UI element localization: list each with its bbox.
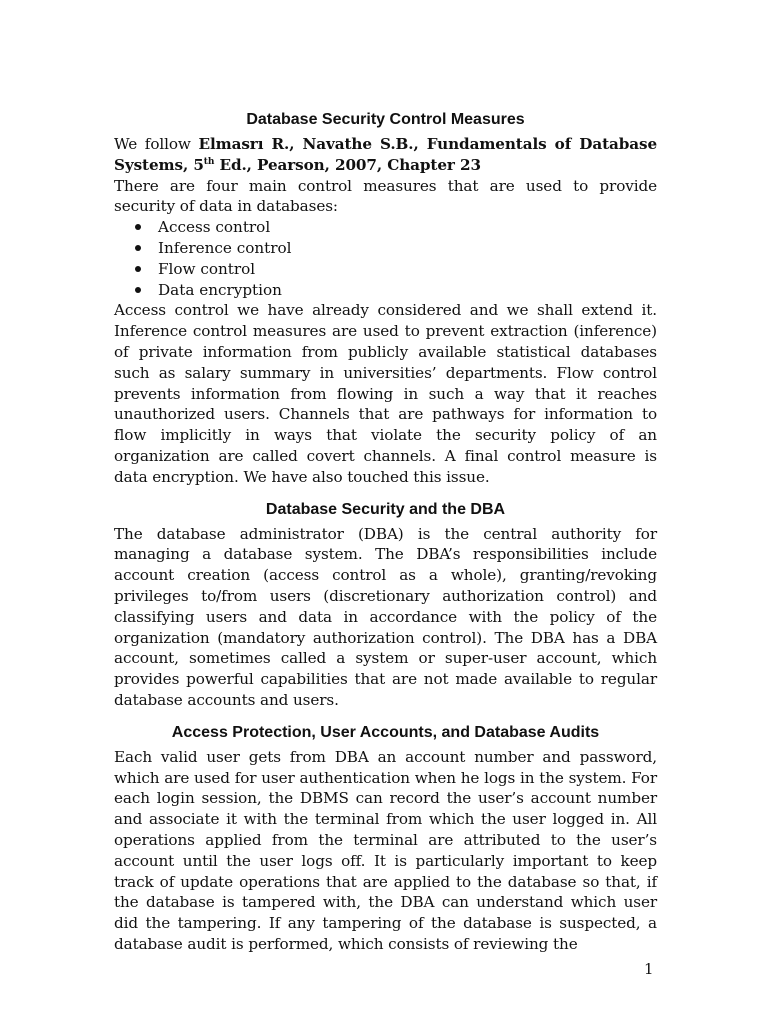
section-title-access-protection: Access Protection, User Accounts, and Database Audits [171, 723, 600, 741]
section-title-control-measures: Database Security Control Measures [246, 111, 525, 128]
control-measures-body: Access control we have already considered and we shall extend it. Inference control measures are used to prevent extraction (inference) of private information from publicly available statistical databases such as salary summary in universities’ departments. Flow control prevents information from flowing in such a way that it reaches unauthorized users. Channels that are pathways for information to flow implicitly in ways that violate the security policy of an organization are called covert channels. A final control measure is data encryption. We have also touched this issue. [114, 301, 657, 486]
bullet-icon [135, 224, 141, 230]
list-item [132, 217, 657, 238]
page-number: 1 [644, 960, 654, 978]
dba-body: The database administrator (DBA) is the central authority for managing a database system. The DBA’s responsibilities include account creation (access control as a whole), granting/revoking privileges to/from users (discretionary authorization control) and classifying users and data in accordance with the policy of the organization (mandatory authorization control). The DBA has a DBA account, sometimes called a system or super-user account, which provides powerful capabilities that are not made available to regular database accounts and users. [114, 524, 657, 709]
bullet-icon [135, 287, 141, 293]
access-protection-body: Each valid user gets from DBA an account number and password, which are used for user authentication when he logs in the system. For each login session, the DBMS can record the user’s account number and associate it with the terminal from which the user logged in. All operations applied from the terminal are attributed to the user’s account until the user logs off. It is particularly important to keep track of update operations that are applied to the database so that, if the database is tampered with, the DBA can understand which user did the tampering. If any tampering of the database is suspected, a database audit is performed, which consists of reviewing the [114, 747, 657, 953]
reference-paragraph [114, 134, 657, 176]
control-measures-list [114, 217, 657, 300]
reference-citation-a: Elmasrı R., Navathe S.B., Fundamentals of Database Systems, 5 [114, 135, 658, 174]
bullet-icon [135, 266, 141, 272]
list-item-text: Access control [158, 218, 271, 237]
section-title-dba: Database Security and the DBA [265, 500, 506, 518]
list-item-text: Flow control [158, 259, 256, 278]
list-item [132, 280, 657, 301]
reference-prefix: We follow [114, 135, 199, 153]
reference-superscript: th [203, 156, 215, 167]
list-item-text: Inference control [158, 238, 292, 257]
document-page [114, 110, 657, 955]
reference-citation-b: Ed., Pearson, 2007, Chapter 23 [214, 155, 481, 174]
bullet-icon [135, 245, 141, 251]
list-item-text: Data encryption [158, 280, 282, 299]
list-item [132, 259, 657, 280]
list-item [132, 238, 657, 259]
intro-paragraph: There are four main control measures that are used to provide security of data in databases: [114, 176, 657, 216]
